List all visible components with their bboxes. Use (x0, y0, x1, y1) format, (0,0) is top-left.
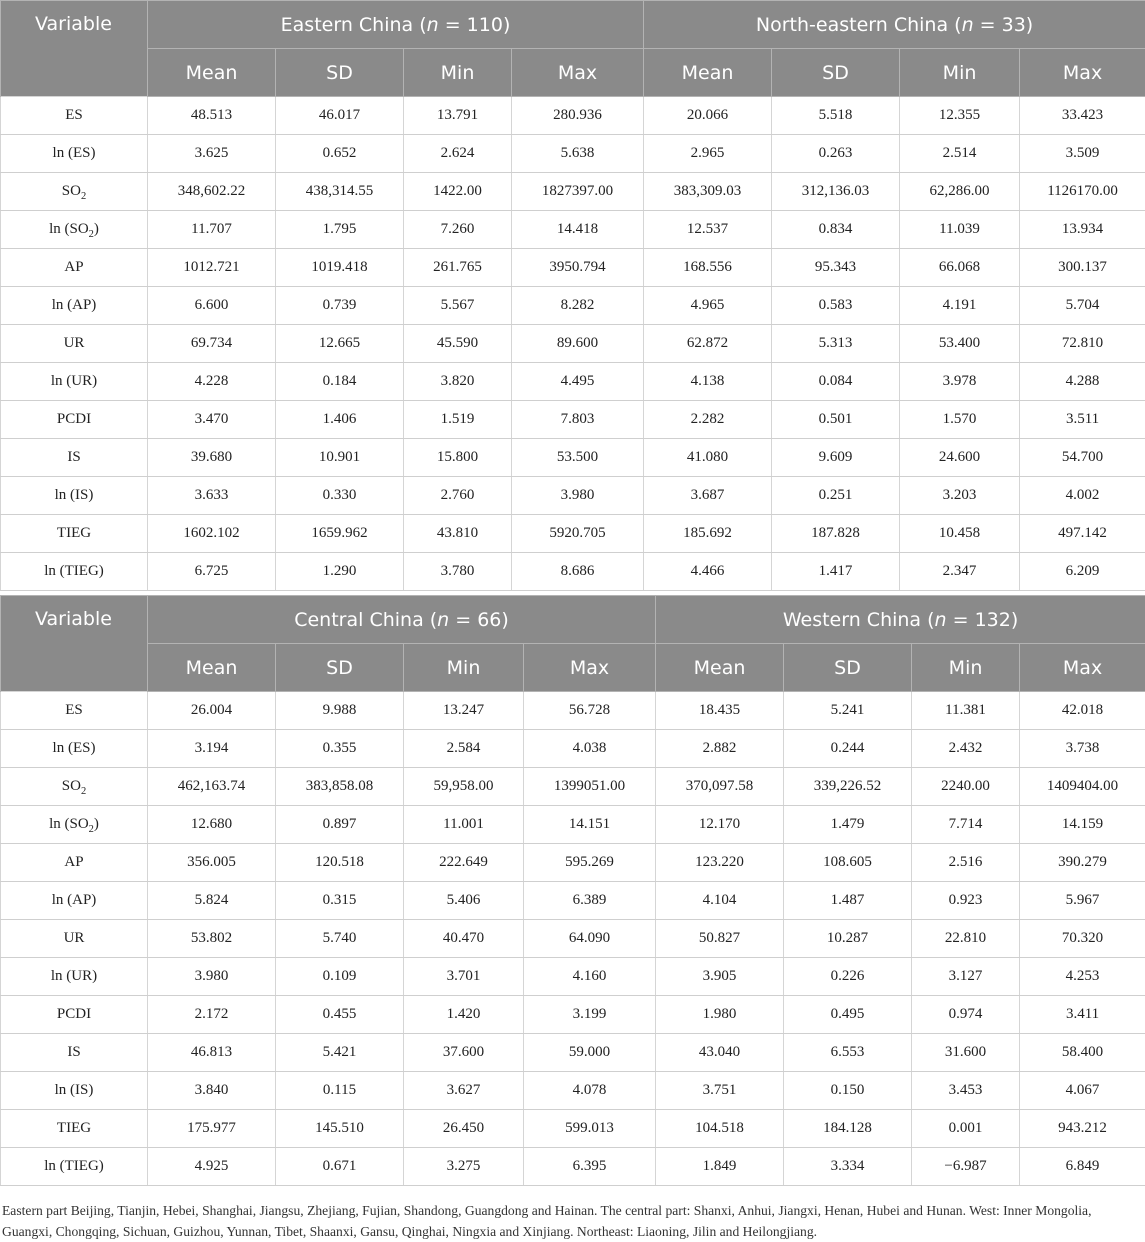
table-body (1, 692, 1145, 1186)
value-cell: 62.872 (644, 325, 772, 363)
variable-cell: ln (AP) (1, 882, 148, 920)
value-cell: 1659.962 (276, 515, 404, 553)
value-cell: 3.275 (404, 1148, 524, 1186)
variable-cell: UR (1, 325, 148, 363)
value-cell: 0.501 (772, 401, 900, 439)
value-cell: 0.495 (784, 996, 912, 1034)
value-cell: 3.194 (148, 730, 276, 768)
value-cell: 1422.00 (404, 173, 512, 211)
value-cell: 1409404.00 (1020, 768, 1145, 806)
variable-cell: AP (1, 844, 148, 882)
value-cell: 145.510 (276, 1110, 404, 1148)
value-cell: 6.389 (524, 882, 656, 920)
value-cell: 312,136.03 (772, 173, 900, 211)
table-body (1, 97, 1145, 591)
value-cell: 59,958.00 (404, 768, 524, 806)
value-cell: 2.347 (900, 553, 1020, 591)
value-cell: 8.282 (512, 287, 644, 325)
table-row (1, 1072, 1145, 1110)
value-cell: 12.665 (276, 325, 404, 363)
value-cell: 2.584 (404, 730, 524, 768)
col-header-min: Min (404, 49, 512, 97)
value-cell: 1827397.00 (512, 173, 644, 211)
group-header-northeastern: North-eastern China (n = 33) (644, 1, 1145, 49)
value-cell: 14.159 (1020, 806, 1145, 844)
col-header-mean: Mean (644, 49, 772, 97)
table-row (1, 477, 1145, 515)
value-cell: 6.849 (1020, 1148, 1145, 1186)
value-cell: 3.780 (404, 553, 512, 591)
value-cell: 3.453 (912, 1072, 1020, 1110)
value-cell: 4.138 (644, 363, 772, 401)
value-cell: 5920.705 (512, 515, 644, 553)
table-row (1, 730, 1145, 768)
value-cell: 13.247 (404, 692, 524, 730)
value-cell: 185.692 (644, 515, 772, 553)
value-cell: 3.627 (404, 1072, 524, 1110)
value-cell: 66.068 (900, 249, 1020, 287)
value-cell: 14.418 (512, 211, 644, 249)
variable-cell: AP (1, 249, 148, 287)
value-cell: 14.151 (524, 806, 656, 844)
value-cell: 26.004 (148, 692, 276, 730)
value-cell: 0.109 (276, 958, 404, 996)
variable-cell: ln (UR) (1, 958, 148, 996)
value-cell: 370,097.58 (656, 768, 784, 806)
value-cell: 24.600 (900, 439, 1020, 477)
variable-cell: ES (1, 97, 148, 135)
value-cell: 1399051.00 (524, 768, 656, 806)
value-cell: 3.701 (404, 958, 524, 996)
table-row (1, 401, 1145, 439)
value-cell: 0.834 (772, 211, 900, 249)
variable-cell: IS (1, 1034, 148, 1072)
value-cell: 0.974 (912, 996, 1020, 1034)
value-cell: 383,309.03 (644, 173, 772, 211)
value-cell: 1.479 (784, 806, 912, 844)
value-cell: 3.411 (1020, 996, 1145, 1034)
value-cell: 3.980 (512, 477, 644, 515)
value-cell: 11.001 (404, 806, 524, 844)
value-cell: 11.381 (912, 692, 1020, 730)
regional-stats-table-top (0, 0, 1145, 591)
group-header-central: Central China (n = 66) (148, 596, 656, 644)
value-cell: 2.965 (644, 135, 772, 173)
value-cell: 11.707 (148, 211, 276, 249)
value-cell: 5.567 (404, 287, 512, 325)
value-cell: 6.553 (784, 1034, 912, 1072)
value-cell: 9.988 (276, 692, 404, 730)
variable-cell: $\ln (SO_2)$ (1, 806, 148, 844)
value-cell: 3.905 (656, 958, 784, 996)
group-header-western: Western China (n = 132) (656, 596, 1145, 644)
value-cell: 31.600 (912, 1034, 1020, 1072)
value-cell: 3.840 (148, 1072, 276, 1110)
value-cell: 0.671 (276, 1148, 404, 1186)
table-row (1, 211, 1145, 249)
value-cell: 8.686 (512, 553, 644, 591)
value-cell: 1.290 (276, 553, 404, 591)
col-header-mean: Mean (148, 644, 276, 692)
value-cell: 7.260 (404, 211, 512, 249)
value-cell: 7.714 (912, 806, 1020, 844)
value-cell: 0.583 (772, 287, 900, 325)
value-cell: 9.609 (772, 439, 900, 477)
value-cell: 187.828 (772, 515, 900, 553)
table-row (1, 439, 1145, 477)
table-row (1, 1148, 1145, 1186)
value-cell: 39.680 (148, 439, 276, 477)
value-cell: 3.980 (148, 958, 276, 996)
col-header-mean: Mean (656, 644, 784, 692)
value-cell: 4.160 (524, 958, 656, 996)
table-row (1, 287, 1145, 325)
value-cell: 69.734 (148, 325, 276, 363)
value-cell: 1019.418 (276, 249, 404, 287)
value-cell: 3.751 (656, 1072, 784, 1110)
value-cell: 1126170.00 (1020, 173, 1145, 211)
value-cell: 280.936 (512, 97, 644, 135)
value-cell: 3.334 (784, 1148, 912, 1186)
value-cell: 3.470 (148, 401, 276, 439)
col-header-min: Min (900, 49, 1020, 97)
value-cell: 48.513 (148, 97, 276, 135)
value-cell: 0.115 (276, 1072, 404, 1110)
value-cell: 46.017 (276, 97, 404, 135)
variable-cell: IS (1, 439, 148, 477)
value-cell: 4.191 (900, 287, 1020, 325)
value-cell: 5.518 (772, 97, 900, 135)
value-cell: 53.400 (900, 325, 1020, 363)
variable-cell: PCDI (1, 996, 148, 1034)
variable-cell: ES (1, 692, 148, 730)
table-row (1, 1034, 1145, 1072)
value-cell: 3.203 (900, 477, 1020, 515)
value-cell: 56.728 (524, 692, 656, 730)
value-cell: 0.084 (772, 363, 900, 401)
variable-cell: UR (1, 920, 148, 958)
value-cell: 2.172 (148, 996, 276, 1034)
value-cell: 22.810 (912, 920, 1020, 958)
value-cell: 1.980 (656, 996, 784, 1034)
value-cell: 72.810 (1020, 325, 1145, 363)
variable-header: Variable (1, 596, 148, 692)
value-cell: 70.320 (1020, 920, 1145, 958)
value-cell: 0.315 (276, 882, 404, 920)
value-cell: 5.740 (276, 920, 404, 958)
value-cell: 5.704 (1020, 287, 1145, 325)
variable-cell: TIEG (1, 1110, 148, 1148)
value-cell: 3.738 (1020, 730, 1145, 768)
variable-cell: $SO_2$ (1, 768, 148, 806)
regional-stats-table-bottom (0, 595, 1145, 1186)
value-cell: 3.820 (404, 363, 512, 401)
value-cell: 95.343 (772, 249, 900, 287)
value-cell: 1.417 (772, 553, 900, 591)
variable-cell: ln (AP) (1, 287, 148, 325)
value-cell: 12.170 (656, 806, 784, 844)
value-cell: 108.605 (784, 844, 912, 882)
value-cell: 390.279 (1020, 844, 1145, 882)
table-row (1, 882, 1145, 920)
value-cell: 3950.794 (512, 249, 644, 287)
table-row (1, 692, 1145, 730)
value-cell: 1.519 (404, 401, 512, 439)
col-header-max: Max (524, 644, 656, 692)
table-row (1, 553, 1145, 591)
value-cell: 3.511 (1020, 401, 1145, 439)
group-header-eastern: Eastern China (n = 110) (148, 1, 644, 49)
value-cell: 1.849 (656, 1148, 784, 1186)
value-cell: 497.142 (1020, 515, 1145, 553)
table-footnote: Eastern part Beijing, Tianjin, Hebei, Shanghai, Jiangsu, Zhejiang, Fujian, Shandong, Guangdong and Hainan. The central part: Shanxi, Anhui, Jiangxi, Henan, Hubei and Hunan. West: Inner Mongolia, Guangxi, Chongqing, Sichuan, Guizhou, Yunnan, Tibet, Shaanxi, Gansu, Qinghai, Ningxia and Xinjiang. Northeast: Liaoning, Jilin and Heilongjiang. (2, 1203, 1092, 1239)
variable-cell: ln (TIEG) (1, 553, 148, 591)
value-cell: 1.406 (276, 401, 404, 439)
value-cell: 2.760 (404, 477, 512, 515)
value-cell: 0.001 (912, 1110, 1020, 1148)
variable-cell: TIEG (1, 515, 148, 553)
col-header-max: Max (1020, 644, 1145, 692)
value-cell: 1.487 (784, 882, 912, 920)
value-cell: 3.978 (900, 363, 1020, 401)
value-cell: 1.795 (276, 211, 404, 249)
value-cell: 123.220 (656, 844, 784, 882)
value-cell: 5.406 (404, 882, 524, 920)
col-header-mean: Mean (148, 49, 276, 97)
value-cell: 53.500 (512, 439, 644, 477)
value-cell: 89.600 (512, 325, 644, 363)
variable-cell: ln (IS) (1, 1072, 148, 1110)
col-header-max: Max (1020, 49, 1145, 97)
col-header-min: Min (912, 644, 1020, 692)
value-cell: 462,163.74 (148, 768, 276, 806)
value-cell: 943.212 (1020, 1110, 1145, 1148)
value-cell: 438,314.55 (276, 173, 404, 211)
value-cell: 43.810 (404, 515, 512, 553)
value-cell: 42.018 (1020, 692, 1145, 730)
table-row (1, 844, 1145, 882)
value-cell: 5.638 (512, 135, 644, 173)
value-cell: 10.458 (900, 515, 1020, 553)
variable-cell: ln (TIEG) (1, 1148, 148, 1186)
value-cell: 4.965 (644, 287, 772, 325)
value-cell: 0.226 (784, 958, 912, 996)
value-cell: 10.287 (784, 920, 912, 958)
col-header-sd: SD (772, 49, 900, 97)
value-cell: 2.432 (912, 730, 1020, 768)
value-cell: 120.518 (276, 844, 404, 882)
value-cell: 0.330 (276, 477, 404, 515)
value-cell: 3.509 (1020, 135, 1145, 173)
value-cell: 12.355 (900, 97, 1020, 135)
value-cell: 1602.102 (148, 515, 276, 553)
value-cell: 0.897 (276, 806, 404, 844)
value-cell: 104.518 (656, 1110, 784, 1148)
value-cell: 2.516 (912, 844, 1020, 882)
value-cell: 184.128 (784, 1110, 912, 1148)
value-cell: 595.269 (524, 844, 656, 882)
value-cell: 383,858.08 (276, 768, 404, 806)
value-cell: 7.803 (512, 401, 644, 439)
col-header-max: Max (512, 49, 644, 97)
table-row (1, 173, 1145, 211)
value-cell: 43.040 (656, 1034, 784, 1072)
table-row (1, 1110, 1145, 1148)
value-cell: 2.514 (900, 135, 1020, 173)
variable-cell: ln (ES) (1, 730, 148, 768)
table-row (1, 806, 1145, 844)
table-row (1, 920, 1145, 958)
value-cell: 2.282 (644, 401, 772, 439)
value-cell: 10.901 (276, 439, 404, 477)
value-cell: 41.080 (644, 439, 772, 477)
value-cell: 0.355 (276, 730, 404, 768)
value-cell: 62,286.00 (900, 173, 1020, 211)
value-cell: 53.802 (148, 920, 276, 958)
value-cell: 20.066 (644, 97, 772, 135)
value-cell: 0.184 (276, 363, 404, 401)
table-row (1, 363, 1145, 401)
value-cell: 168.556 (644, 249, 772, 287)
value-cell: 3.633 (148, 477, 276, 515)
value-cell: 54.700 (1020, 439, 1145, 477)
value-cell: 3.199 (524, 996, 656, 1034)
value-cell: 26.450 (404, 1110, 524, 1148)
value-cell: 0.150 (784, 1072, 912, 1110)
value-cell: 356.005 (148, 844, 276, 882)
variable-header: Variable (1, 1, 148, 97)
value-cell: 4.466 (644, 553, 772, 591)
value-cell: 18.435 (656, 692, 784, 730)
value-cell: 46.813 (148, 1034, 276, 1072)
value-cell: 50.827 (656, 920, 784, 958)
variable-cell: ln (IS) (1, 477, 148, 515)
col-header-sd: SD (276, 49, 404, 97)
value-cell: 0.244 (784, 730, 912, 768)
value-cell: 1.570 (900, 401, 1020, 439)
col-header-min: Min (404, 644, 524, 692)
table-row (1, 515, 1145, 553)
value-cell: 4.288 (1020, 363, 1145, 401)
value-cell: 1012.721 (148, 249, 276, 287)
value-cell: 5.421 (276, 1034, 404, 1072)
col-header-sd: SD (276, 644, 404, 692)
variable-cell: ln (ES) (1, 135, 148, 173)
value-cell: 1.420 (404, 996, 524, 1034)
value-cell: 12.680 (148, 806, 276, 844)
value-cell: 6.395 (524, 1148, 656, 1186)
value-cell: 4.078 (524, 1072, 656, 1110)
value-cell: 348,602.22 (148, 173, 276, 211)
value-cell: 2240.00 (912, 768, 1020, 806)
value-cell: 15.800 (404, 439, 512, 477)
value-cell: 175.977 (148, 1110, 276, 1148)
table-row (1, 996, 1145, 1034)
value-cell: 300.137 (1020, 249, 1145, 287)
value-cell: 4.002 (1020, 477, 1145, 515)
value-cell: 3.127 (912, 958, 1020, 996)
value-cell: 3.687 (644, 477, 772, 515)
value-cell: 5.241 (784, 692, 912, 730)
value-cell: 40.470 (404, 920, 524, 958)
variable-cell: PCDI (1, 401, 148, 439)
value-cell: 5.313 (772, 325, 900, 363)
value-cell: 4.067 (1020, 1072, 1145, 1110)
value-cell: 58.400 (1020, 1034, 1145, 1072)
value-cell: 261.765 (404, 249, 512, 287)
value-cell: 5.967 (1020, 882, 1145, 920)
value-cell: 6.209 (1020, 553, 1145, 591)
value-cell: 13.934 (1020, 211, 1145, 249)
value-cell: 6.600 (148, 287, 276, 325)
table-row (1, 958, 1145, 996)
value-cell: 0.652 (276, 135, 404, 173)
value-cell: 5.824 (148, 882, 276, 920)
value-cell: −6.987 (912, 1148, 1020, 1186)
value-cell: 4.253 (1020, 958, 1145, 996)
value-cell: 0.923 (912, 882, 1020, 920)
value-cell: 4.228 (148, 363, 276, 401)
value-cell: 12.537 (644, 211, 772, 249)
value-cell: 4.104 (656, 882, 784, 920)
table-row (1, 768, 1145, 806)
col-header-sd: SD (784, 644, 912, 692)
value-cell: 0.251 (772, 477, 900, 515)
value-cell: 33.423 (1020, 97, 1145, 135)
value-cell: 0.263 (772, 135, 900, 173)
value-cell: 37.600 (404, 1034, 524, 1072)
table-row (1, 135, 1145, 173)
value-cell: 222.649 (404, 844, 524, 882)
value-cell: 3.625 (148, 135, 276, 173)
value-cell: 0.739 (276, 287, 404, 325)
table-row (1, 249, 1145, 287)
variable-cell: ln (UR) (1, 363, 148, 401)
value-cell: 339,226.52 (784, 768, 912, 806)
variable-cell: $SO_2$ (1, 173, 148, 211)
value-cell: 2.624 (404, 135, 512, 173)
value-cell: 64.090 (524, 920, 656, 958)
value-cell: 599.013 (524, 1110, 656, 1148)
value-cell: 13.791 (404, 97, 512, 135)
value-cell: 45.590 (404, 325, 512, 363)
value-cell: 59.000 (524, 1034, 656, 1072)
table-row (1, 325, 1145, 363)
variable-cell: $\ln (SO_2)$ (1, 211, 148, 249)
value-cell: 2.882 (656, 730, 784, 768)
value-cell: 6.725 (148, 553, 276, 591)
value-cell: 4.495 (512, 363, 644, 401)
value-cell: 0.455 (276, 996, 404, 1034)
value-cell: 4.038 (524, 730, 656, 768)
value-cell: 4.925 (148, 1148, 276, 1186)
value-cell: 11.039 (900, 211, 1020, 249)
table-row (1, 97, 1145, 135)
